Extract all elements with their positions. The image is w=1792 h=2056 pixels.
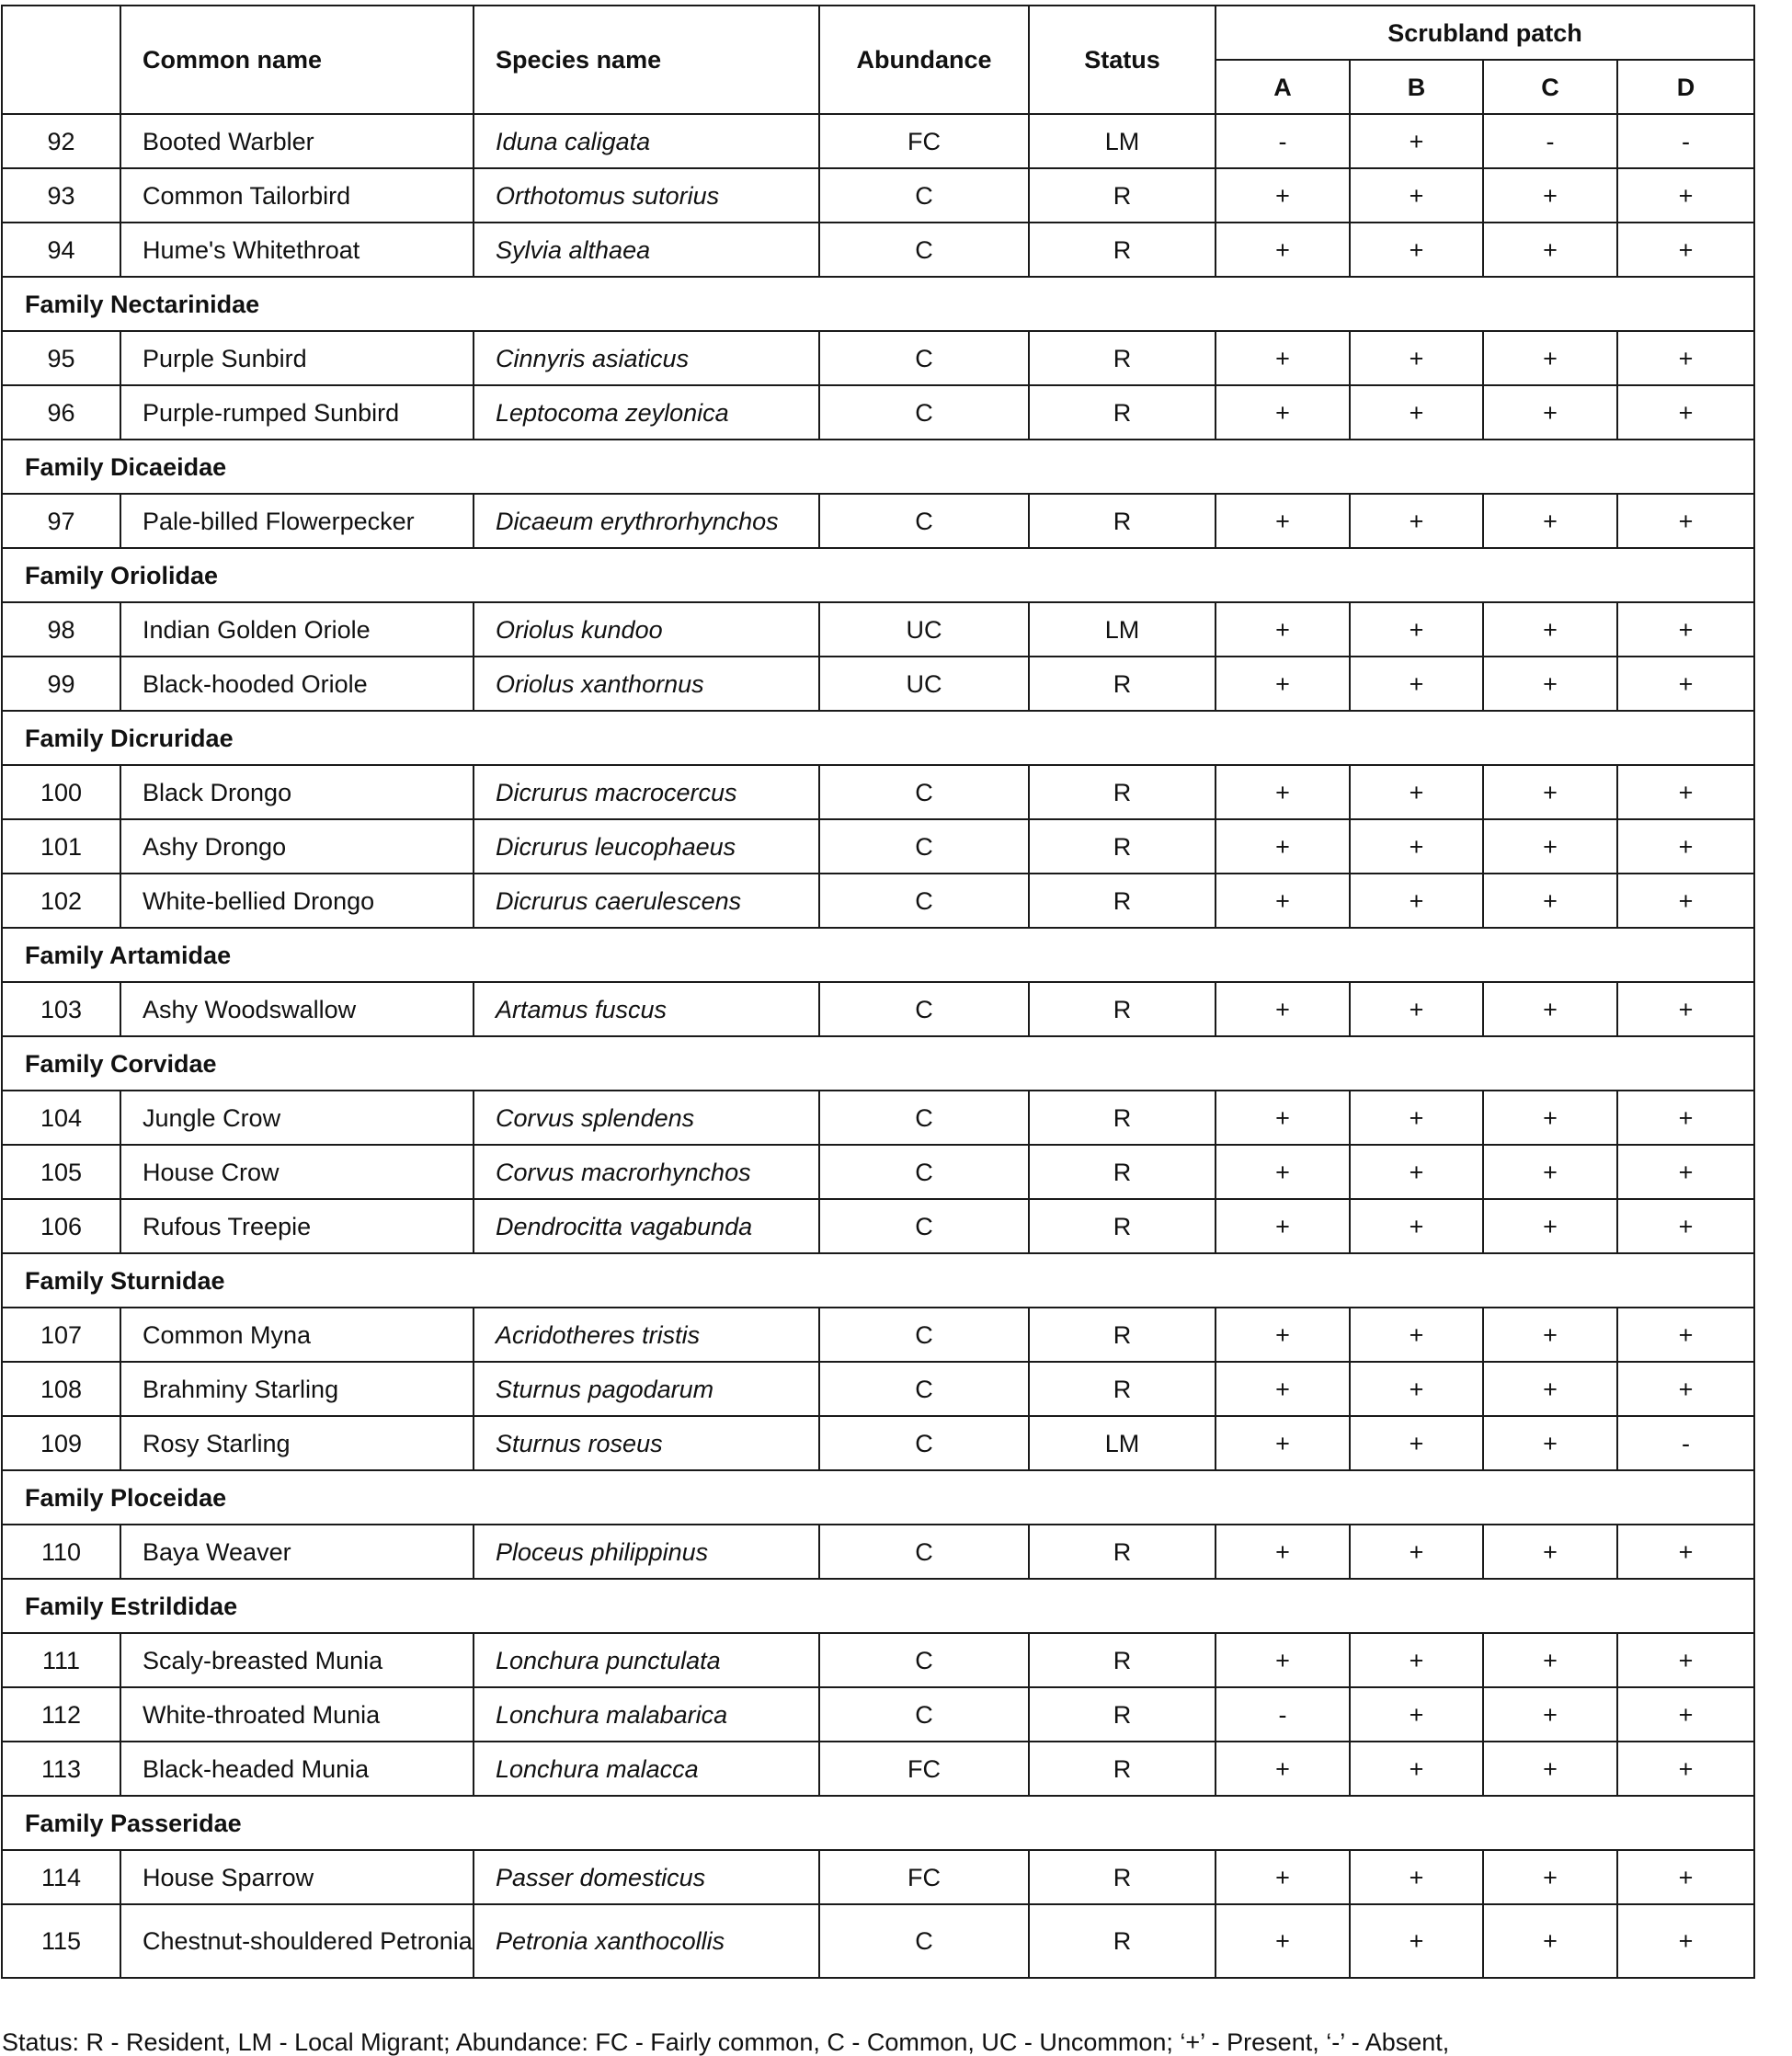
status-cell: R [1029, 1904, 1216, 1978]
row-number: 109 [2, 1416, 120, 1470]
patch-d-cell: + [1617, 1687, 1754, 1742]
patch-d-cell: + [1617, 602, 1754, 657]
table-row [2, 223, 1754, 277]
common-name-cell: Jungle Crow [120, 1091, 474, 1145]
patch-a-cell: + [1216, 1904, 1350, 1978]
patch-a-cell: + [1216, 1091, 1350, 1145]
header-common-name: Common name [120, 6, 474, 114]
status-cell: R [1029, 223, 1216, 277]
common-name-cell: Black-headed Munia [120, 1742, 474, 1796]
row-number: 95 [2, 331, 120, 385]
table-row [2, 168, 1754, 223]
row-number: 113 [2, 1742, 120, 1796]
species-name-cell: Lonchura malabarica [474, 1687, 819, 1742]
common-name-cell: Rufous Treepie [120, 1199, 474, 1253]
status-cell: LM [1029, 114, 1216, 168]
patch-d-cell: + [1617, 385, 1754, 440]
status-cell: R [1029, 1850, 1216, 1904]
header-row-top [2, 6, 1754, 60]
patch-b-cell: + [1350, 1904, 1483, 1978]
patch-d-cell: + [1617, 765, 1754, 819]
row-number: 112 [2, 1687, 120, 1742]
patch-d-cell: + [1617, 1633, 1754, 1687]
species-name-cell: Ploceus philippinus [474, 1525, 819, 1579]
row-number: 99 [2, 657, 120, 711]
header-abundance: Abundance [819, 6, 1029, 114]
patch-a-cell: + [1216, 331, 1350, 385]
table-row [2, 874, 1754, 928]
common-name-cell: House Crow [120, 1145, 474, 1199]
species-name-cell: Petronia xanthocollis [474, 1904, 819, 1978]
row-number: 100 [2, 765, 120, 819]
patch-d-cell: + [1617, 1742, 1754, 1796]
header-scrubland-patch: Scrubland patch [1216, 6, 1754, 60]
species-table [1, 5, 1755, 1979]
table-row [2, 1742, 1754, 1796]
common-name-cell: Brahminy Starling [120, 1362, 474, 1416]
table-row [2, 1633, 1754, 1687]
status-cell: R [1029, 1199, 1216, 1253]
family-label: Family Artamidae [2, 928, 1754, 982]
species-name-cell: Leptocoma zeylonica [474, 385, 819, 440]
row-number: 96 [2, 385, 120, 440]
species-name-cell: Oriolus xanthornus [474, 657, 819, 711]
family-label: Family Corvidae [2, 1036, 1754, 1091]
abundance-cell: C [819, 331, 1029, 385]
patch-d-cell: - [1617, 1416, 1754, 1470]
abundance-cell: C [819, 1199, 1029, 1253]
species-name-cell: Dicaeum erythrorhynchos [474, 494, 819, 548]
patch-d-cell: + [1617, 1199, 1754, 1253]
family-row [2, 711, 1754, 765]
table-row [2, 1199, 1754, 1253]
species-name-cell: Sturnus roseus [474, 1416, 819, 1470]
patch-c-cell: + [1483, 1633, 1617, 1687]
status-cell: R [1029, 874, 1216, 928]
header-status: Status [1029, 6, 1216, 114]
table-row [2, 765, 1754, 819]
status-cell: R [1029, 819, 1216, 874]
abundance-cell: FC [819, 1742, 1029, 1796]
status-cell: LM [1029, 602, 1216, 657]
family-label: Family Estrildidae [2, 1579, 1754, 1633]
patch-a-cell: + [1216, 1742, 1350, 1796]
row-number: 93 [2, 168, 120, 223]
patch-d-cell: + [1617, 874, 1754, 928]
patch-b-cell: + [1350, 1742, 1483, 1796]
header-patch-d: D [1617, 60, 1754, 114]
patch-d-cell: + [1617, 1091, 1754, 1145]
patch-c-cell: + [1483, 1362, 1617, 1416]
species-name-cell: Dicrurus macrocercus [474, 765, 819, 819]
patch-b-cell: + [1350, 819, 1483, 874]
common-name-cell: House Sparrow [120, 1850, 474, 1904]
patch-b-cell: + [1350, 168, 1483, 223]
patch-a-cell: + [1216, 874, 1350, 928]
species-name-cell: Cinnyris asiaticus [474, 331, 819, 385]
patch-d-cell: + [1617, 657, 1754, 711]
table-row [2, 819, 1754, 874]
common-name-cell: Baya Weaver [120, 1525, 474, 1579]
species-name-cell: Passer domesticus [474, 1850, 819, 1904]
status-cell: R [1029, 1145, 1216, 1199]
species-name-cell: Corvus macrorhynchos [474, 1145, 819, 1199]
species-name-cell: Artamus fuscus [474, 982, 819, 1036]
table-row [2, 1525, 1754, 1579]
patch-a-cell: + [1216, 494, 1350, 548]
table-row [2, 1362, 1754, 1416]
common-name-cell: Chestnut-shouldered Petronia [120, 1904, 474, 1978]
status-cell: R [1029, 1742, 1216, 1796]
abundance-cell: C [819, 1904, 1029, 1978]
patch-a-cell: + [1216, 765, 1350, 819]
family-label: Family Nectarinidae [2, 277, 1754, 331]
patch-b-cell: + [1350, 114, 1483, 168]
patch-c-cell: + [1483, 1091, 1617, 1145]
family-label: Family Ploceidae [2, 1470, 1754, 1525]
species-name-cell: Acridotheres tristis [474, 1308, 819, 1362]
abundance-cell: C [819, 1308, 1029, 1362]
abundance-cell: C [819, 223, 1029, 277]
patch-c-cell: + [1483, 168, 1617, 223]
species-name-cell: Oriolus kundoo [474, 602, 819, 657]
common-name-cell: White-throated Munia [120, 1687, 474, 1742]
patch-d-cell: + [1617, 1362, 1754, 1416]
common-name-cell: Rosy Starling [120, 1416, 474, 1470]
patch-a-cell: + [1216, 385, 1350, 440]
table-row [2, 385, 1754, 440]
common-name-cell: Purple-rumped Sunbird [120, 385, 474, 440]
common-name-cell: Booted Warbler [120, 114, 474, 168]
header-species-name: Species name [474, 6, 819, 114]
abundance-cell: C [819, 385, 1029, 440]
patch-b-cell: + [1350, 1145, 1483, 1199]
patch-a-cell: + [1216, 1850, 1350, 1904]
family-label: Family Dicaeidae [2, 440, 1754, 494]
row-number: 97 [2, 494, 120, 548]
abundance-cell: C [819, 1687, 1029, 1742]
patch-c-cell: + [1483, 602, 1617, 657]
common-name-cell: Hume's Whitethroat [120, 223, 474, 277]
abundance-cell: C [819, 1525, 1029, 1579]
patch-a-cell: + [1216, 1145, 1350, 1199]
patch-a-cell: + [1216, 982, 1350, 1036]
family-label: Family Passeridae [2, 1796, 1754, 1850]
abundance-cell: C [819, 982, 1029, 1036]
header-index [2, 6, 120, 114]
patch-c-cell: + [1483, 1687, 1617, 1742]
patch-b-cell: + [1350, 494, 1483, 548]
patch-d-cell: + [1617, 494, 1754, 548]
common-name-cell: Pale-billed Flowerpecker [120, 494, 474, 548]
abundance-cell: FC [819, 114, 1029, 168]
row-number: 102 [2, 874, 120, 928]
family-row [2, 1579, 1754, 1633]
family-row [2, 277, 1754, 331]
status-cell: R [1029, 765, 1216, 819]
patch-c-cell: + [1483, 874, 1617, 928]
patch-d-cell: + [1617, 331, 1754, 385]
common-name-cell: White-bellied Drongo [120, 874, 474, 928]
family-label: Family Sturnidae [2, 1253, 1754, 1308]
patch-d-cell: + [1617, 223, 1754, 277]
common-name-cell: Black-hooded Oriole [120, 657, 474, 711]
patch-a-cell: - [1216, 114, 1350, 168]
patch-c-cell: + [1483, 1525, 1617, 1579]
patch-c-cell: + [1483, 1199, 1617, 1253]
status-cell: R [1029, 1633, 1216, 1687]
abundance-cell: C [819, 819, 1029, 874]
table-row [2, 1416, 1754, 1470]
family-label: Family Dicruridae [2, 711, 1754, 765]
patch-c-cell: - [1483, 114, 1617, 168]
patch-c-cell: + [1483, 1742, 1617, 1796]
patch-b-cell: + [1350, 223, 1483, 277]
patch-d-cell: + [1617, 982, 1754, 1036]
patch-a-cell: + [1216, 657, 1350, 711]
patch-c-cell: + [1483, 982, 1617, 1036]
patch-a-cell: + [1216, 1308, 1350, 1362]
abundance-cell: UC [819, 602, 1029, 657]
patch-b-cell: + [1350, 874, 1483, 928]
table-row [2, 1091, 1754, 1145]
patch-b-cell: + [1350, 765, 1483, 819]
row-number: 106 [2, 1199, 120, 1253]
species-name-cell: Corvus splendens [474, 1091, 819, 1145]
row-number: 92 [2, 114, 120, 168]
patch-c-cell: + [1483, 494, 1617, 548]
status-cell: R [1029, 168, 1216, 223]
patch-d-cell: + [1617, 168, 1754, 223]
family-row [2, 440, 1754, 494]
patch-b-cell: + [1350, 385, 1483, 440]
header-patch-c: C [1483, 60, 1617, 114]
abundance-cell: UC [819, 657, 1029, 711]
abundance-cell: C [819, 765, 1029, 819]
table-row [2, 982, 1754, 1036]
footnote: Status: R - Resident, LM - Local Migrant; Abundance: FC - Fairly common, C - Common, UC - Uncommon; ‘+’ - Present, ‘-’ - Absent, [2, 2028, 1450, 2056]
patch-c-cell: + [1483, 385, 1617, 440]
row-number: 94 [2, 223, 120, 277]
patch-b-cell: + [1350, 982, 1483, 1036]
patch-b-cell: + [1350, 602, 1483, 657]
patch-a-cell: + [1216, 1416, 1350, 1470]
table-row [2, 1687, 1754, 1742]
status-cell: R [1029, 1525, 1216, 1579]
status-cell: R [1029, 385, 1216, 440]
common-name-cell: Black Drongo [120, 765, 474, 819]
table-row [2, 494, 1754, 548]
table-row [2, 1308, 1754, 1362]
abundance-cell: C [819, 1416, 1029, 1470]
common-name-cell: Common Tailorbird [120, 168, 474, 223]
patch-a-cell: + [1216, 1362, 1350, 1416]
patch-c-cell: + [1483, 1416, 1617, 1470]
patch-a-cell: + [1216, 223, 1350, 277]
family-row [2, 1253, 1754, 1308]
family-row [2, 548, 1754, 602]
species-name-cell: Dicrurus caerulescens [474, 874, 819, 928]
patch-c-cell: + [1483, 1308, 1617, 1362]
patch-c-cell: + [1483, 657, 1617, 711]
abundance-cell: FC [819, 1850, 1029, 1904]
patch-c-cell: + [1483, 331, 1617, 385]
common-name-cell: Purple Sunbird [120, 331, 474, 385]
patch-c-cell: + [1483, 1904, 1617, 1978]
patch-b-cell: + [1350, 1199, 1483, 1253]
row-number: 103 [2, 982, 120, 1036]
status-cell: R [1029, 1362, 1216, 1416]
patch-a-cell: + [1216, 1525, 1350, 1579]
table-row [2, 331, 1754, 385]
status-cell: R [1029, 494, 1216, 548]
row-number: 104 [2, 1091, 120, 1145]
species-name-cell: Lonchura punctulata [474, 1633, 819, 1687]
table-row [2, 114, 1754, 168]
species-name-cell: Lonchura malacca [474, 1742, 819, 1796]
patch-d-cell: + [1617, 1308, 1754, 1362]
abundance-cell: C [819, 494, 1029, 548]
status-cell: R [1029, 982, 1216, 1036]
table-row [2, 1145, 1754, 1199]
family-row [2, 1470, 1754, 1525]
abundance-cell: C [819, 1145, 1029, 1199]
header-patch-a: A [1216, 60, 1350, 114]
abundance-cell: C [819, 874, 1029, 928]
row-number: 105 [2, 1145, 120, 1199]
table-row [2, 1904, 1754, 1978]
patch-b-cell: + [1350, 1850, 1483, 1904]
table-row [2, 1850, 1754, 1904]
abundance-cell: C [819, 1633, 1029, 1687]
common-name-cell: Ashy Woodswallow [120, 982, 474, 1036]
abundance-cell: C [819, 168, 1029, 223]
common-name-cell: Indian Golden Oriole [120, 602, 474, 657]
abundance-cell: C [819, 1091, 1029, 1145]
family-label: Family Oriolidae [2, 548, 1754, 602]
patch-a-cell: - [1216, 1687, 1350, 1742]
status-cell: R [1029, 1091, 1216, 1145]
patch-b-cell: + [1350, 657, 1483, 711]
status-cell: R [1029, 657, 1216, 711]
patch-d-cell: + [1617, 819, 1754, 874]
patch-d-cell: + [1617, 1525, 1754, 1579]
family-row [2, 1796, 1754, 1850]
row-number: 114 [2, 1850, 120, 1904]
patch-a-cell: + [1216, 602, 1350, 657]
species-name-cell: Dicrurus leucophaeus [474, 819, 819, 874]
patch-b-cell: + [1350, 1633, 1483, 1687]
table-body [2, 114, 1754, 1978]
row-number: 115 [2, 1904, 120, 1978]
patch-c-cell: + [1483, 1850, 1617, 1904]
status-cell: R [1029, 331, 1216, 385]
table-row [2, 602, 1754, 657]
patch-b-cell: + [1350, 331, 1483, 385]
table-header [2, 6, 1754, 114]
row-number: 107 [2, 1308, 120, 1362]
patch-d-cell: + [1617, 1904, 1754, 1978]
patch-b-cell: + [1350, 1525, 1483, 1579]
species-name-cell: Iduna caligata [474, 114, 819, 168]
family-row [2, 1036, 1754, 1091]
patch-a-cell: + [1216, 1199, 1350, 1253]
species-name-cell: Sturnus pagodarum [474, 1362, 819, 1416]
patch-a-cell: + [1216, 819, 1350, 874]
common-name-cell: Common Myna [120, 1308, 474, 1362]
patch-d-cell: - [1617, 114, 1754, 168]
species-name-cell: Sylvia althaea [474, 223, 819, 277]
species-name-cell: Dendrocitta vagabunda [474, 1199, 819, 1253]
status-cell: R [1029, 1687, 1216, 1742]
row-number: 110 [2, 1525, 120, 1579]
row-number: 108 [2, 1362, 120, 1416]
patch-c-cell: + [1483, 765, 1617, 819]
patch-b-cell: + [1350, 1091, 1483, 1145]
row-number: 111 [2, 1633, 120, 1687]
abundance-cell: C [819, 1362, 1029, 1416]
patch-b-cell: + [1350, 1416, 1483, 1470]
patch-a-cell: + [1216, 168, 1350, 223]
patch-b-cell: + [1350, 1362, 1483, 1416]
patch-c-cell: + [1483, 223, 1617, 277]
common-name-cell: Ashy Drongo [120, 819, 474, 874]
patch-d-cell: + [1617, 1145, 1754, 1199]
table-row [2, 657, 1754, 711]
status-cell: LM [1029, 1416, 1216, 1470]
row-number: 101 [2, 819, 120, 874]
family-row [2, 928, 1754, 982]
header-patch-b: B [1350, 60, 1483, 114]
patch-b-cell: + [1350, 1687, 1483, 1742]
patch-a-cell: + [1216, 1633, 1350, 1687]
species-name-cell: Orthotomus sutorius [474, 168, 819, 223]
patch-b-cell: + [1350, 1308, 1483, 1362]
status-cell: R [1029, 1308, 1216, 1362]
patch-d-cell: + [1617, 1850, 1754, 1904]
common-name-cell: Scaly-breasted Munia [120, 1633, 474, 1687]
patch-c-cell: + [1483, 819, 1617, 874]
patch-c-cell: + [1483, 1145, 1617, 1199]
row-number: 98 [2, 602, 120, 657]
